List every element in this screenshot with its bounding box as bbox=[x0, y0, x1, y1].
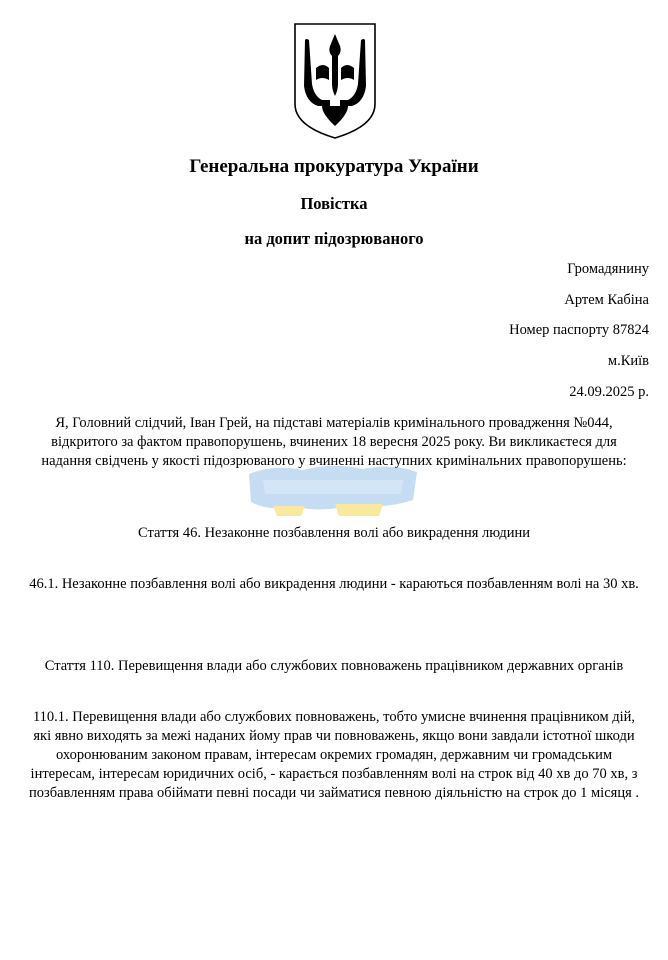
ukraine-trident-emblem-icon bbox=[292, 22, 378, 140]
article-46-title: Стаття 46. Незаконне позбавлення волі або викрадення людини bbox=[138, 525, 530, 541]
document-subtitle: Повістка bbox=[300, 194, 368, 213]
passport-number: Номер паспорту 87824 bbox=[509, 322, 649, 338]
article-110-title: Стаття 110. Перевищення влади або службових повноважень працівником державних органів bbox=[44, 658, 624, 674]
document-date: 24.09.2025 р. bbox=[569, 384, 649, 400]
article-110-text: 110.1. Перевищення влади або службових повноважень, тобто умисне вчинення працівником дій, які явно виходять за межі наданих йому прав чи повноважень, якщо вони завдали істотної шкоди охоронюваним законом правам, інтересам окремих громадян, державним чи громадським інтересам, інтересам юридичних осіб, - карається позбавленням волі на строк від 40 хв до 70 хв, з позбавленням права обіймати певні посади чи займатися певною діяльністю на строк до 1 місяця . bbox=[28, 709, 639, 801]
watermark-logo-icon bbox=[243, 460, 423, 518]
city: м.Київ bbox=[607, 353, 649, 369]
addressee-label: Громадянину bbox=[567, 261, 649, 277]
document-subtitle-purpose: на допит підозрюваного bbox=[244, 229, 424, 248]
intro-paragraph: Я, Головний слідчий, Іван Грей, на підставі матеріалів кримінального провадження №044, відкритого за фактом правопорушень, вчинених 18 вересня 2025 року. Ви викликаєтеся для надання свідчень у якості підозрюваного у вчиненні наступних кримінальних правопорушень: bbox=[41, 415, 627, 469]
article-46-text: 46.1. Незаконне позбавлення волі або викрадення людини - караються позбавленням волі на 30 хв. bbox=[29, 576, 639, 592]
document-title: Генеральна прокуратура України bbox=[189, 156, 479, 177]
addressee-name: Артем Кабіна bbox=[564, 292, 649, 308]
